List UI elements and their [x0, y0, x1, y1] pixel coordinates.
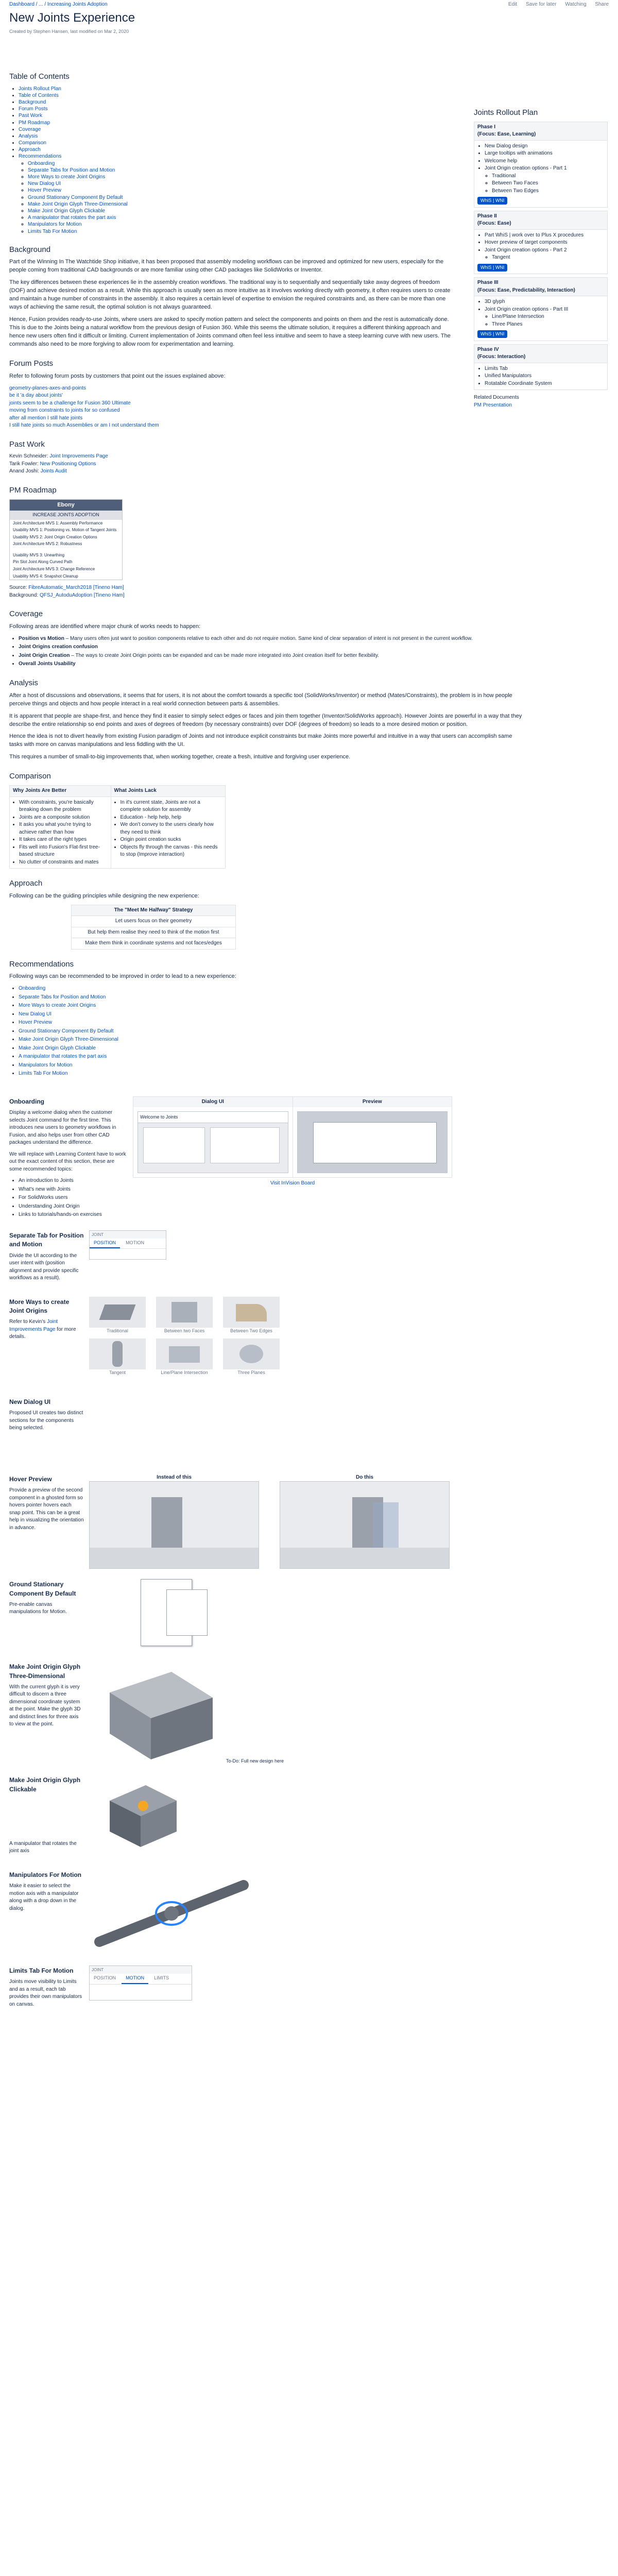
- recommendations-section: [9, 959, 609, 1078]
- ground-section: [9, 1579, 609, 1651]
- roadmap-row: [10, 548, 122, 552]
- panel-title: JOINT: [90, 1231, 166, 1239]
- forum-link[interactable]: joints seem to be a challenge for Fusion 360 Ultimate: [9, 400, 131, 406]
- paragraph: After a host of discussions and observations, it seems that for users, it is not about the comfort towards a specific tool (SolidWorks/Inventor) or method (Mates/Constraints), the problem is in how people perceive things and objects and how people interact in a real world connection between parts & assemblies.: [9, 692, 512, 707]
- paragraph: Pre-enable canvas manipulations for Motion.: [9, 1601, 67, 1615]
- phase-subitem: ◦ Tangent: [492, 254, 604, 262]
- phase-item: • Hover preview of target components: [485, 239, 604, 247]
- phase-subitem: ◦ Line/Plane Intersection: [492, 313, 604, 321]
- toc-subitem[interactable]: Limits Tab For Motion: [28, 228, 77, 234]
- paragraph: Proposed UI creates two distinct sections for the components being selected.: [9, 1410, 83, 1431]
- roadmap-row: Joint Architecture MVS 1: Assembly Performance: [13, 520, 103, 526]
- tab-position[interactable]: POSITION: [90, 1239, 120, 1248]
- tabs-section: [9, 1230, 609, 1286]
- breadcrumb[interactable]: Dashboard / ... / Increasing Joints Adoption: [9, 2, 108, 7]
- comparison-item: • Joints are a composite solution: [19, 814, 108, 822]
- related-link[interactable]: PM Presentation: [474, 402, 512, 408]
- joint-panel-mock: [89, 1230, 166, 1260]
- coverage-item: • Joint Origin Creation – The ways to create Joint Origin points can be expanded and can be made more integrated into Joint creation itself for better flexibility.: [19, 652, 524, 660]
- paragraph: Following ways can be recommended to be improved in order to lead to a new experience:: [9, 973, 236, 980]
- paragraph: Joints move visibility to Limits and as a result, each tab provides their own manipulators on canvas.: [9, 1979, 82, 2007]
- glyph-3d-image: [89, 1662, 223, 1765]
- improvements-link[interactable]: Joint Improvements Page: [9, 1319, 58, 1332]
- approach-section: [9, 878, 298, 950]
- new-dialog-section: [9, 1397, 609, 1464]
- toc-item[interactable]: Table of Contents: [19, 92, 59, 98]
- toc-subitem[interactable]: More Ways to create Joint Origins: [28, 174, 106, 180]
- section-title: Onboarding: [9, 1097, 44, 1105]
- toc-item[interactable]: Analysis: [19, 133, 38, 139]
- origin-option: Three Planes: [223, 1338, 280, 1376]
- paragraph: We will replace with Learning Content have to work out the exact content of this section, these are some recommended topics:: [9, 1151, 126, 1172]
- past-work-label: Kevin Schneider:: [9, 453, 50, 460]
- phase-item: • 3D glyph: [485, 298, 604, 306]
- panel-title: JOINT: [90, 1966, 192, 1974]
- glyph-3d-section: [9, 1662, 609, 1765]
- paragraph: Refer to following forum posts by customers that point out the issues explained above:: [9, 372, 226, 379]
- toc-subitem[interactable]: Ground Stationary Component By Default: [28, 194, 123, 200]
- dialog-title: Welcome to Joints: [138, 1112, 288, 1123]
- phase-item: • New Dialog design: [485, 143, 604, 150]
- invision-link[interactable]: Visit InVision Board: [270, 1180, 315, 1187]
- origin-option: Between Two Edges: [223, 1297, 280, 1334]
- origin-option: Line/Plane Intersection: [156, 1338, 213, 1376]
- origin-option: Traditional: [89, 1297, 146, 1334]
- coverage-item: • Joint Origins creation confusion: [19, 643, 524, 651]
- section-heading: Analysis: [9, 678, 38, 687]
- limits-section: [9, 1965, 609, 2012]
- paragraph: for more details.: [9, 1326, 76, 1340]
- phase-subtitle: (Focus: Interaction): [477, 354, 526, 360]
- section-heading: Comparison: [9, 772, 51, 781]
- toc-item[interactable]: Approach: [19, 147, 41, 153]
- toc-item[interactable]: Past Work: [19, 113, 42, 119]
- comparison-item: • In it's current state, Joints are not a complete solution for assembly: [121, 799, 222, 814]
- paragraph: Hence, Fusion provides ready-to-use Joints, where users are asked to specify motion pattern and select the components and points on them and the rest is automatically done. This is due to the Joints being a natural workflow from the previous design of Fusion 360. While this seems the ultimate solution, it requires a different thinking approach and hence new users often find it difficult or limiting. Current implementation of Joints command often feel less intuitive and seem to have a steep learning curve with new users. The commands also need to be more forgiving to allow room for experimentation and learning.: [9, 316, 451, 347]
- strategy-row: Let users focus on their geometry: [72, 916, 235, 927]
- toc-item[interactable]: Forum Posts: [19, 106, 48, 112]
- past-work-section: [9, 439, 609, 476]
- recommendation-link[interactable]: Onboarding: [19, 986, 46, 992]
- coverage-item: • Overall Joints Usability: [19, 660, 524, 668]
- comparison-item: • With constraints, you're basically breaking down the problem: [19, 799, 108, 814]
- recommendation-link[interactable]: Ground Stationary Component By Default: [19, 1028, 114, 1034]
- context-menu-mock: [120, 1579, 244, 1651]
- origin-options-grid: [89, 1297, 609, 1376]
- status-badge: WhiS | WNI: [477, 330, 507, 338]
- page-title: New Joints Experience: [9, 11, 135, 25]
- section-heading: Coverage: [9, 609, 43, 619]
- comparison-item: • It takes care of the right types: [19, 836, 108, 844]
- source-label: Source:: [9, 585, 29, 591]
- comparison-item: • Objects fly through the canvas - this needs to stop (Improve interaction): [121, 844, 222, 859]
- roadmap-row: Usability MVS 3: Unearthing: [13, 552, 65, 557]
- phase-card: [474, 344, 608, 391]
- toc-item[interactable]: PM Roadmap: [19, 120, 50, 126]
- section-heading: Recommendations: [9, 959, 74, 969]
- paragraph: Make it easier to select the motion axis with a manipulator along with a drop down in the dialog.: [9, 1883, 79, 1911]
- clickable-glyph-image: [89, 1775, 192, 1852]
- topic-item: • What's new with Joints: [19, 1186, 128, 1194]
- toc-item[interactable]: Joints Rollout Plan: [19, 86, 61, 92]
- save-for-later-button[interactable]: Save for later: [525, 2, 557, 7]
- past-work-label: Anand Joshi:: [9, 468, 41, 474]
- roadmap-image: [9, 499, 123, 581]
- byline: Created by Stephen Hansen, last modified on Mar 2, 2020: [9, 28, 129, 34]
- preview-image: [297, 1111, 448, 1173]
- paragraph: Display a welcome dialog when the customer selects Joint command for the first time. This introduces new users to geometry workflows in Fusion, and also helps user from other CAD packages understand the difference.: [9, 1110, 116, 1146]
- toc-item[interactable]: Comparison: [19, 140, 46, 146]
- recommendation-link[interactable]: Limits Tab For Motion: [19, 1071, 68, 1077]
- column-header: Instead of this: [157, 1474, 192, 1480]
- clickable-section: [9, 1775, 609, 1859]
- share-button[interactable]: Share: [595, 2, 609, 7]
- tab-motion[interactable]: MOTION: [122, 1974, 148, 1984]
- phase-item: Joint Origin creation options - Part 2: [485, 247, 567, 253]
- section-title: Make Joint Origin Glyph Clickable: [9, 1776, 81, 1793]
- cube-illustration: [89, 1662, 223, 1765]
- page-content: [0, 71, 618, 2012]
- paragraph: The key differences between these experiences lie in the assembly creation workflows. The traditional way is to sequentially and sequentially take away degrees of freedom (DOF) and achieve desired motion as a result. While this approach is usually seen as more intuitive as it involves working directly with geometry, it often requires users to create and maintain a huge number of constraints in the assembly. It also requires a certain level of expertise to envision the required constraints and, as there can be more than one ways of achieving the same result, the optimal solution is not always guaranteed.: [9, 279, 451, 311]
- top-bar: [0, 0, 618, 7]
- roadmap-row: Usability MVS 2: Joint Origin Creation Options: [13, 534, 97, 539]
- forum-link[interactable]: be it 'a day about joints': [9, 393, 63, 399]
- comparison-item: • Education - help help, help: [121, 814, 222, 822]
- section-title: More Ways to create Joint Origins: [9, 1298, 70, 1314]
- status-badge: WhiS | WNI: [477, 264, 507, 272]
- comparison-item: • No clutter of constraints and mates: [19, 859, 108, 867]
- dialog-ui-column: [133, 1097, 293, 1178]
- past-work-link[interactable]: Joint Improvements Page: [49, 453, 108, 460]
- paragraph: This requires a number of small-to-big improvements that, when working together, create a fresh, intuitive and forgiving user experience.: [9, 754, 351, 760]
- section-heading: Past Work: [9, 439, 45, 449]
- toc-item[interactable]: Background: [19, 99, 46, 105]
- strategy-row: Make them think in coordinate systems and not faces/edges: [72, 938, 235, 949]
- page-actions: [501, 1, 609, 6]
- section-title: Hover Preview: [9, 1475, 52, 1483]
- roadmap-row: Usability MVS 1: Positioning vs. Motion of Tangent Joints: [13, 528, 117, 533]
- phase-item: • Rotatable Coordinate System: [485, 380, 604, 388]
- paragraph: Following areas are identified where major chunk of works needs to happen:: [9, 623, 201, 630]
- do-this-panel: [280, 1474, 450, 1569]
- toc-heading: Table of Contents: [9, 72, 70, 81]
- toc-item[interactable]: Recommendations: [19, 154, 62, 160]
- phase-item: • Large tooltips with animations: [485, 150, 604, 158]
- onboarding-section: [9, 1096, 609, 1220]
- origin-option: Between two Faces: [156, 1297, 213, 1334]
- topic-item: • An introduction to Joints: [19, 1177, 128, 1185]
- phase-subtitle: (Focus: Ease): [477, 221, 511, 227]
- tab-motion[interactable]: MOTION: [126, 1240, 145, 1246]
- paragraph: Divide the UI according to the user intent with (position alignment and provide specific workflows as a result).: [9, 1252, 79, 1281]
- phase-title: Phase II: [477, 213, 497, 219]
- strategy-title: The "Meet Me Halfway" Strategy: [72, 905, 235, 916]
- toc-subitem[interactable]: A manipulator that rotates the part axis: [28, 215, 116, 221]
- rollout-heading: Joints Rollout Plan: [474, 108, 538, 117]
- welcome-dialog-mock: [138, 1111, 288, 1173]
- roadmap-card-subtitle: INCREASE JOINTS ADOPTION: [10, 511, 122, 519]
- paragraph: Provide a preview of the second component in a ghosted form so hovers pointer hovers each snap point. This can be a great help in visualizing the orientation in advance.: [9, 1487, 84, 1531]
- strategy-box: [71, 905, 236, 950]
- tab-position[interactable]: POSITION: [94, 1975, 116, 1981]
- roadmap-row: Pin Slot Joint Along Curved Path: [13, 560, 73, 565]
- toc-subitem[interactable]: Make Joint Origin Glyph Three-Dimensional: [28, 201, 128, 207]
- section-title: Separate Tab for Position and Motion: [9, 1231, 84, 1248]
- status-badge: WhiS | WNI: [477, 197, 507, 205]
- background-link[interactable]: QFSJ_AutoduAdoption [Tineno Ham]: [39, 592, 125, 598]
- column-header: Do this: [356, 1474, 373, 1480]
- phase-subtitle: (Focus: Ease, Learning): [477, 131, 536, 138]
- hover-preview-section: [9, 1474, 609, 1569]
- phase-title: Phase I: [477, 124, 496, 130]
- coverage-section: [9, 608, 524, 668]
- phase-card: [474, 211, 608, 275]
- toc-subitem[interactable]: Manipulators for Motion: [28, 222, 82, 228]
- phase-subitem: ◦ Between Two Faces: [492, 180, 604, 188]
- column-header: Preview: [293, 1097, 452, 1108]
- forum-link[interactable]: moving from constraints to joints for so confused: [9, 408, 120, 414]
- phase-item: Joint Origin creation options - Part III: [485, 306, 569, 312]
- paragraph: A manipulator that rotates the joint axis: [9, 1840, 77, 1854]
- coverage-item: • Position vs Motion – Many users often just want to position components relative to each other and do not require motion. Same kind of clear separation of intent is not present in the current workflow.: [19, 635, 524, 643]
- related-label: Related Documents: [474, 395, 519, 401]
- comparison-item: • Origin point creation sucks: [121, 836, 222, 844]
- phase-item: Joint Origin creation options - Part 1: [485, 165, 567, 172]
- analysis-section: [9, 677, 524, 761]
- manipulators-section: [9, 1870, 609, 1955]
- roadmap-row: Joint Architecture MVS 2: Robustness: [13, 541, 82, 547]
- tab-limits[interactable]: LIMITS: [154, 1975, 169, 1981]
- phase-item: • Limits Tab: [485, 365, 604, 373]
- preview-column: [293, 1097, 452, 1178]
- recommendation-link[interactable]: Separate Tabs for Position and Motion: [19, 994, 106, 1000]
- phase-subitem: ◦ Traditional: [492, 173, 604, 180]
- phase-subitem: ◦ Three Planes: [492, 321, 604, 329]
- section-heading: Background: [9, 245, 51, 254]
- forum-link[interactable]: I still hate joints so much Assemblies or am I not understand them: [9, 422, 159, 429]
- table-of-contents: [9, 71, 442, 235]
- paragraph: It is apparent that people are shape-first, and hence they find it easier to simply select edges or faces and join them together (Inventor/SolidWorks approach). However Joints are powerful in a way that they describe the entire relationship so end points and axes of degrees of freedom (by necessary constraints) over DOF (degrees of freedom) so leads to a more desired motion or position.: [9, 713, 522, 727]
- recommendation-link[interactable]: Hover Preview: [19, 1020, 53, 1026]
- comparison-table: [9, 785, 226, 869]
- background-section: [9, 244, 452, 349]
- phase-card: [474, 122, 608, 208]
- roadmap-row: Usability MVS 4: Snapshot Cleanup: [13, 573, 78, 579]
- paragraph: Following can be the guiding principles while designing the new experience:: [9, 892, 199, 899]
- comparison-item: • We don't convey to the users clearly how they need to think: [121, 821, 222, 836]
- roadmap-card-title: Ebony: [10, 500, 122, 511]
- section-heading: Forum Posts: [9, 359, 54, 368]
- recommendation-link[interactable]: Manipulators for Motion: [19, 1062, 73, 1068]
- watching-button[interactable]: Watching: [565, 2, 587, 7]
- comparison-item: • Fits well into Fusion's Flat-first tree-based structure: [19, 844, 108, 859]
- column-header: Dialog UI: [133, 1097, 293, 1108]
- phase-subitem: ◦ Between Two Edges: [492, 188, 604, 195]
- related-documents: [474, 394, 608, 409]
- phase-item: • Part WhiS | work over to Plus X procedures: [485, 232, 604, 240]
- recommendation-link[interactable]: More Ways to create Joint Origins: [19, 1003, 96, 1009]
- phase-item: • Unified Manipulators: [485, 372, 604, 380]
- rollout-plan: [474, 107, 608, 409]
- comparison-section: [9, 771, 609, 869]
- toc-subitem[interactable]: Separate Tabs for Position and Motion: [28, 167, 115, 173]
- topic-item: • Links to tutorials/hands-on exercises: [19, 1211, 128, 1219]
- section-title: Make Joint Origin Glyph Three-Dimensional: [9, 1663, 81, 1680]
- column-header: What Joints Lack: [111, 786, 225, 797]
- forum-link[interactable]: geometry-planes-axes-and-points: [9, 385, 86, 391]
- past-work-link[interactable]: Joints Audit: [40, 468, 67, 474]
- past-work-label: Tarik Fowler:: [9, 461, 40, 467]
- roadmap-row: Joint Architecture MVS 3: Change Reference: [13, 567, 95, 572]
- forum-link[interactable]: after all mention I still hate joints: [9, 415, 83, 421]
- recommendation-link[interactable]: Make Joint Origin Glyph Three-Dimensional: [19, 1037, 118, 1043]
- recommendation-link[interactable]: A manipulator that rotates the part axis: [19, 1054, 107, 1060]
- phase-subtitle: (Focus: Ease, Predictability, Interaction): [477, 287, 575, 293]
- limits-panel-mock: [89, 1965, 192, 2001]
- edit-button[interactable]: Edit: [508, 2, 518, 7]
- section-title: Manipulators For Motion: [9, 1871, 81, 1878]
- source-link[interactable]: FibreAutomatic_March2018 [Tineno Ham]: [28, 585, 124, 591]
- section-heading: Approach: [9, 879, 43, 888]
- section-title: Limits Tab For Motion: [9, 1967, 74, 1974]
- paragraph: With the current glyph it is very difficult to discern a three dimensional coordinate system at the point. Make the glyph 3D and distinct lines for three axis to view at the point.: [9, 1684, 81, 1727]
- toc-subitem[interactable]: Make Joint Origin Glyph Clickable: [28, 208, 106, 214]
- pm-roadmap-section: [9, 485, 609, 599]
- instead-panel: [89, 1474, 259, 1569]
- paragraph: Hence the idea is not to divert heavily from existing Fusion paradigm of Joints and not introduce explicit constraints but make Joints more powerful and intuitive in a way that users can accomplish same tasks with more on canvas manipulations and less fiddling with the UI.: [9, 733, 512, 748]
- recommendation-link[interactable]: New Dialog UI: [19, 1011, 52, 1017]
- forum-section: [9, 358, 452, 430]
- origins-section: [9, 1297, 609, 1376]
- origin-option: Tangent: [89, 1338, 146, 1376]
- comparison-item: • It asks you what you're trying to achieve rather than how: [19, 821, 108, 836]
- strategy-row: But help them realise they need to think of the motion first: [72, 927, 235, 938]
- toc-item[interactable]: Coverage: [19, 126, 41, 132]
- topic-item: • Understanding Joint Origin: [19, 1203, 128, 1211]
- section-heading: PM Roadmap: [9, 485, 57, 495]
- toc-subitem[interactable]: New Dialog UI: [28, 181, 61, 187]
- phase-card: [474, 277, 608, 341]
- phase-item: • Welcome help: [485, 158, 604, 165]
- phase-title: Phase IV: [477, 346, 499, 352]
- column-header: Why Joints Are Better: [10, 786, 111, 797]
- past-work-link[interactable]: New Positioning Options: [40, 461, 96, 467]
- toc-subitem[interactable]: Hover Preview: [28, 188, 62, 194]
- manipulator-image: [89, 1870, 254, 1952]
- section-title: Ground Stationary Component By Default: [9, 1581, 76, 1597]
- paragraph: Refer to Kevin's: [9, 1319, 47, 1325]
- background-label: Background:: [9, 592, 40, 598]
- recommendation-link[interactable]: Make Joint Origin Glyph Clickable: [19, 1045, 96, 1051]
- section-title: New Dialog UI: [9, 1398, 51, 1405]
- todo-note: To-Do: Full new design here: [226, 1758, 284, 1764]
- paragraph: Part of the Winning In The Watchtide Shop initiative, it has been proposed that assembly modeling workflows can be improved and optimized for new users, especially for the people coming from traditional CAD backgrounds or are more familiar using other CAD packages like SolidWorks or Inventor.: [9, 259, 444, 274]
- topic-item: • For SolidWorks users: [19, 1194, 128, 1202]
- phase-title: Phase III: [477, 280, 499, 286]
- toc-subitem[interactable]: Onboarding: [28, 160, 55, 166]
